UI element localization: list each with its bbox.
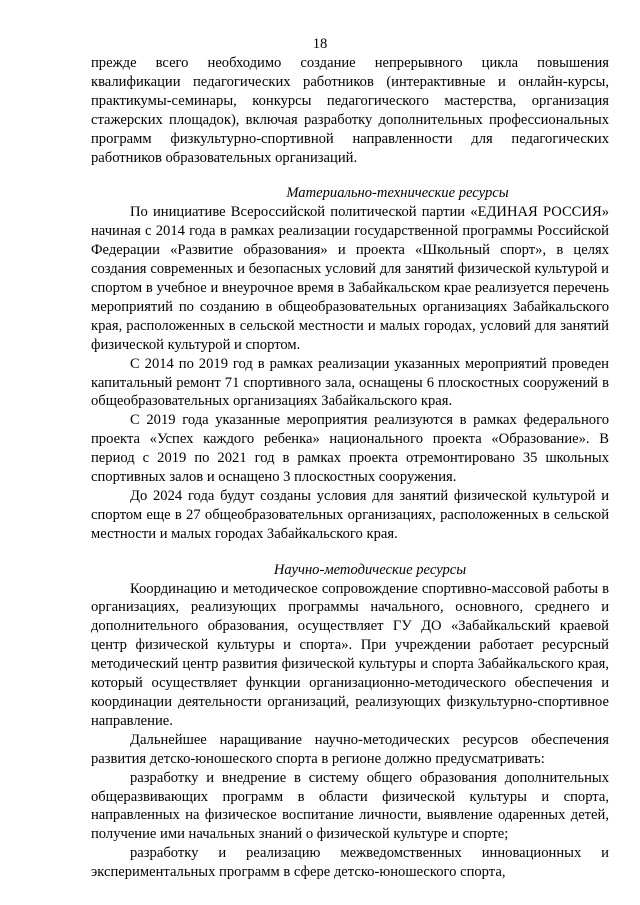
paragraph-material-2: С 2014 по 2019 год в рамках реализации указанных мероприятий проведен капитальный ремонт 71 спортивного зала, оснащены 6 плоскостных сооружений в общеобразовательных организациях Забайкальского края. [91, 355, 609, 410]
paragraph-material-4: До 2024 года будут созданы условия для занятий физической культурой и спортом еще в 27 общеобразовательных организациях, расположенных в сельской местности и малых городах Забайкальского края. [91, 487, 609, 542]
paragraph-material-3: С 2019 года указанные мероприятия реализуются в рамках федерального проекта «Успех каждого ребенка» национального проекта «Образование». В период с 2019 по 2021 год в рамках проекта отремонтировано 35 школьных спортивных залов и оснащено 3 плоскостных сооружения. [91, 412, 609, 486]
paragraph-intro: прежде всего необходимо создание непрерывного цикла повышения квалификации педагогических работников (интерактивные и онлайн-курсы, практикумы-семинары, конкурсы педагогического мастерства, организация стажерских площадок), включая разработку дополнительных профессиональных программ физкультурно-спортивной направленности для педагогических работников образовательных организаций. [91, 55, 609, 166]
paragraph-scientific-2: Дальнейшее наращивание научно-методических ресурсов обеспечения развития детско-юношеского спорта в регионе должно предусматривать: [91, 731, 609, 767]
paragraph-scientific-1: Координацию и методическое сопровождение спортивно-массовой работы в организациях, реализующих программы начального, основного, среднего и дополнительного образования, осуществляет ГУ ДО «Забайкальский краевой центр физической культуры и спорта». При учреждении работает ресурсный методический центр развития физической культуры и спорта Забайкальского края, который осуществляет функции организационно-методического обеспечения и координации деятельности организаций, реализующих физкультурно-спортивное направление. [91, 580, 609, 729]
section-heading-material: Материально-технические ресурсы [286, 185, 509, 202]
paragraph-scientific-3: разработку и внедрение в систему общего образования дополнительных общеразвивающих программ в области физической культуры и спорта, направленных на физическое воспитание личности, выявление одаренных детей, получение ими начальных знаний о физической культуре и спорте; [91, 769, 609, 843]
page-number: 18 [312, 36, 328, 52]
section-heading-scientific: Научно-методические ресурсы [273, 561, 467, 578]
paragraph-material-1: По инициативе Всероссийской политической партии «ЕДИНАЯ РОССИЯ» начиная с 2014 года в рамках реализации государственной программы Российской Федерации «Развитие образования» и проекта «Школьный спорт», в целях создания современных и безопасных условий для занятий физической культурой и спортом в учебное и внеурочное время в Забайкальском крае реализуется перечень мероприятий по созданию в общеобразовательных организациях Забайкальского края, расположенных в сельской местности и малых городах, условий для занятий физической культурой и спортом. [91, 204, 609, 353]
document-body [91, 54, 609, 882]
paragraph-scientific-4: разработку и реализацию межведомственных инновационных и экспериментальных программ в сфере детско-юношеского спорта, [91, 845, 609, 881]
